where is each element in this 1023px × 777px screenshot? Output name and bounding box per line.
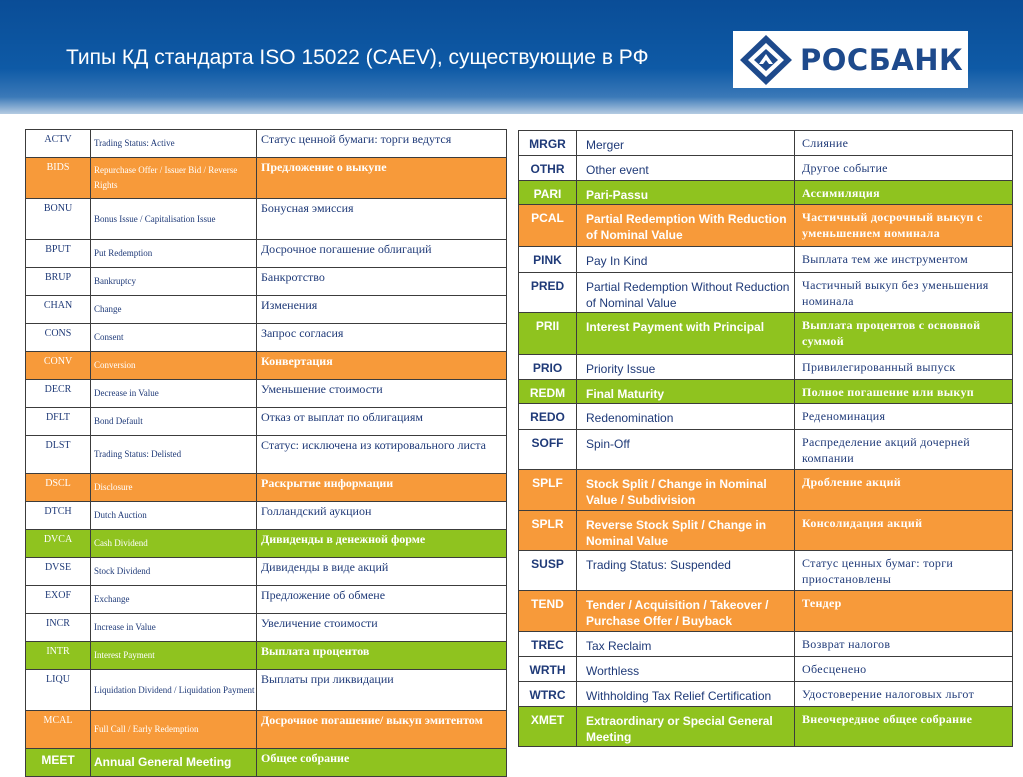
table-row — [26, 199, 507, 240]
event-name-ru: Реденоминация — [795, 404, 1013, 430]
table-row — [26, 352, 507, 380]
event-code: OTHR — [519, 156, 577, 181]
table-row — [519, 511, 1013, 551]
event-name-ru: Возврат налогов — [795, 632, 1013, 657]
event-name-en: Extraordinary or Special General Meeting — [577, 707, 795, 747]
event-name-ru: Обесценено — [795, 657, 1013, 682]
event-code: DVCA — [26, 530, 91, 558]
event-name-en: Liquidation Dividend / Liquidation Payment — [91, 670, 257, 711]
event-name-en: Full Call / Early Redemption — [91, 711, 257, 749]
table-row — [26, 296, 507, 324]
event-code: CONV — [26, 352, 91, 380]
event-code: SOFF — [519, 430, 577, 470]
event-name-ru: Частичный досрочный выкуп с уменьшением номинала — [795, 205, 1013, 247]
event-code: INTR — [26, 642, 91, 670]
event-name-ru: Слияние — [795, 131, 1013, 156]
table-row — [26, 502, 507, 530]
table-row — [26, 268, 507, 296]
table-row — [519, 657, 1013, 682]
event-name-en: Other event — [577, 156, 795, 181]
event-code: BPUT — [26, 240, 91, 268]
event-code: MCAL — [26, 711, 91, 749]
event-name-en: Annual General Meeting — [91, 749, 257, 777]
table-row — [26, 749, 507, 777]
event-code: PRIO — [519, 355, 577, 380]
event-code: TREC — [519, 632, 577, 657]
event-code: PRED — [519, 273, 577, 313]
event-code: REDM — [519, 380, 577, 404]
event-name-ru: Выплата тем же инструментом — [795, 247, 1013, 273]
event-name-ru: Предложение о выкупе — [257, 158, 507, 199]
event-name-en: Trading Status: Delisted — [91, 436, 257, 474]
table-row — [519, 404, 1013, 430]
table-row — [519, 247, 1013, 273]
table-row — [519, 181, 1013, 205]
event-code: BRUP — [26, 268, 91, 296]
event-code: BONU — [26, 199, 91, 240]
event-name-en: Conversion — [91, 352, 257, 380]
event-name-en: Stock Dividend — [91, 558, 257, 586]
table-row — [519, 707, 1013, 747]
event-name-ru: Бонусная эмиссия — [257, 199, 507, 240]
event-name-ru: Внеочередное общее собрание — [795, 707, 1013, 747]
event-name-ru: Выплата процентов с основной суммой — [795, 313, 1013, 355]
event-name-en: Dutch Auction — [91, 502, 257, 530]
event-name-en: Tender / Acquisition / Takeover / Purchase Offer / Buyback — [577, 591, 795, 632]
event-code: CHAN — [26, 296, 91, 324]
event-name-ru: Досрочное погашение облигаций — [257, 240, 507, 268]
event-code: WRTH — [519, 657, 577, 682]
event-name-en: Redenomination — [577, 404, 795, 430]
table-row — [519, 380, 1013, 404]
event-name-en: Pay In Kind — [577, 247, 795, 273]
event-name-ru: Тендер — [795, 591, 1013, 632]
table-row — [519, 632, 1013, 657]
event-name-ru: Конвертация — [257, 352, 507, 380]
table-row — [26, 614, 507, 642]
table-row — [519, 355, 1013, 380]
left-event-table — [25, 129, 507, 777]
table-row — [26, 380, 507, 408]
table-row — [26, 158, 507, 199]
event-name-en: Exchange — [91, 586, 257, 614]
event-name-ru: Статус: исключена из котировального листа — [257, 436, 507, 474]
table-row — [519, 591, 1013, 632]
event-name-en: Increase in Value — [91, 614, 257, 642]
table-row — [26, 240, 507, 268]
event-name-en: Trading Status: Active — [91, 130, 257, 158]
event-name-en: Merger — [577, 131, 795, 156]
event-name-en: Worthless — [577, 657, 795, 682]
event-code: DLST — [26, 436, 91, 474]
table-row — [26, 474, 507, 502]
event-code: LIQU — [26, 670, 91, 711]
event-name-ru: Общее собрание — [257, 749, 507, 777]
event-code: MEET — [26, 749, 91, 777]
event-name-ru: Изменения — [257, 296, 507, 324]
event-code: MRGR — [519, 131, 577, 156]
event-name-en: Repurchase Offer / Issuer Bid / Reverse Rights — [91, 158, 257, 199]
event-name-ru: Другое событие — [795, 156, 1013, 181]
table-row — [519, 156, 1013, 181]
event-name-en: Trading Status: Suspended — [577, 551, 795, 591]
event-name-ru: Раскрытие информации — [257, 474, 507, 502]
event-name-ru: Досрочное погашение/ выкуп эмитентом — [257, 711, 507, 749]
event-name-en: Tax Reclaim — [577, 632, 795, 657]
event-name-ru: Уменьшение стоимости — [257, 380, 507, 408]
table-row — [26, 558, 507, 586]
event-name-ru: Голландский аукцион — [257, 502, 507, 530]
event-name-ru: Отказ от выплат по облигациям — [257, 408, 507, 436]
table-row — [26, 530, 507, 558]
event-name-en: Bonus Issue / Capitalisation Issue — [91, 199, 257, 240]
event-name-en: Reverse Stock Split / Change in Nominal Value — [577, 511, 795, 551]
table-row — [519, 551, 1013, 591]
right-event-table — [518, 130, 1013, 747]
event-code: DFLT — [26, 408, 91, 436]
table-row — [26, 642, 507, 670]
event-name-ru: Распределение акций дочерней компании — [795, 430, 1013, 470]
event-name-en: Priority Issue — [577, 355, 795, 380]
event-code: PINK — [519, 247, 577, 273]
event-name-ru: Статус ценной бумаги: торги ведутся — [257, 130, 507, 158]
rosbank-emblem-icon — [738, 34, 794, 86]
event-name-ru: Консолидация акций — [795, 511, 1013, 551]
event-code: WTRC — [519, 682, 577, 707]
event-name-ru: Частичный выкуп без уменьшения номинала — [795, 273, 1013, 313]
table-row — [519, 430, 1013, 470]
table-row — [26, 130, 507, 158]
event-code: ACTV — [26, 130, 91, 158]
event-name-en: Partial Redemption Without Reduction of Nominal Value — [577, 273, 795, 313]
event-name-en: Final Maturity — [577, 380, 795, 404]
event-name-en: Put Redemption — [91, 240, 257, 268]
bank-logo — [733, 31, 968, 88]
table-row — [519, 205, 1013, 247]
event-code: PRII — [519, 313, 577, 355]
event-name-ru: Запрос согласия — [257, 324, 507, 352]
event-code: DTCH — [26, 502, 91, 530]
table-row — [26, 436, 507, 474]
event-name-ru: Полное погашение или выкуп — [795, 380, 1013, 404]
page-title: Типы КД стандарта ISO 15022 (CAEV), существующие в РФ — [66, 46, 649, 69]
event-name-en: Stock Split / Change in Nominal Value / Subdivision — [577, 470, 795, 511]
event-code: SPLF — [519, 470, 577, 511]
event-name-en: Cash Dividend — [91, 530, 257, 558]
table-row — [519, 682, 1013, 707]
table-row — [519, 470, 1013, 511]
event-name-ru: Банкротство — [257, 268, 507, 296]
table-row — [26, 670, 507, 711]
event-code: PARI — [519, 181, 577, 205]
table-row — [26, 586, 507, 614]
event-name-ru: Удостоверение налоговых льгот — [795, 682, 1013, 707]
event-name-en: Consent — [91, 324, 257, 352]
event-name-ru: Статус ценных бумаг: торги приостановлены — [795, 551, 1013, 591]
event-code: REDO — [519, 404, 577, 430]
event-code: DSCL — [26, 474, 91, 502]
event-code: PCAL — [519, 205, 577, 247]
event-code: XMET — [519, 707, 577, 747]
table-row — [26, 408, 507, 436]
event-code: INCR — [26, 614, 91, 642]
event-code: CONS — [26, 324, 91, 352]
event-name-en: Interest Payment with Principal — [577, 313, 795, 355]
event-name-en: Disclosure — [91, 474, 257, 502]
event-name-en: Partial Redemption With Reduction of Nominal Value — [577, 205, 795, 247]
table-row — [519, 273, 1013, 313]
event-name-en: Change — [91, 296, 257, 324]
event-code: BIDS — [26, 158, 91, 199]
event-name-ru: Дробление акций — [795, 470, 1013, 511]
table-row — [26, 324, 507, 352]
event-name-en: Interest Payment — [91, 642, 257, 670]
table-row — [519, 131, 1013, 156]
event-code: DECR — [26, 380, 91, 408]
event-name-ru: Дивиденды в денежной форме — [257, 530, 507, 558]
event-name-ru: Увеличение стоимости — [257, 614, 507, 642]
event-name-ru: Выплаты при ликвидации — [257, 670, 507, 711]
event-name-en: Bankruptcy — [91, 268, 257, 296]
event-name-ru: Привилегированный выпуск — [795, 355, 1013, 380]
event-name-en: Spin-Off — [577, 430, 795, 470]
event-name-en: Withholding Tax Relief Certification — [577, 682, 795, 707]
event-name-en: Decrease in Value — [91, 380, 257, 408]
event-code: SPLR — [519, 511, 577, 551]
table-row — [26, 711, 507, 749]
event-name-en: Bond Default — [91, 408, 257, 436]
event-code: TEND — [519, 591, 577, 632]
bank-logo-text: РОСБАНК — [800, 43, 964, 77]
event-name-ru: Предложение об обмене — [257, 586, 507, 614]
table-row — [519, 313, 1013, 355]
header-banner — [0, 0, 1023, 114]
event-name-ru: Ассимиляция — [795, 181, 1013, 205]
event-code: EXOF — [26, 586, 91, 614]
event-name-ru: Дивиденды в виде акций — [257, 558, 507, 586]
event-name-ru: Выплата процентов — [257, 642, 507, 670]
event-code: DVSE — [26, 558, 91, 586]
event-code: SUSP — [519, 551, 577, 591]
event-name-en: Pari-Passu — [577, 181, 795, 205]
